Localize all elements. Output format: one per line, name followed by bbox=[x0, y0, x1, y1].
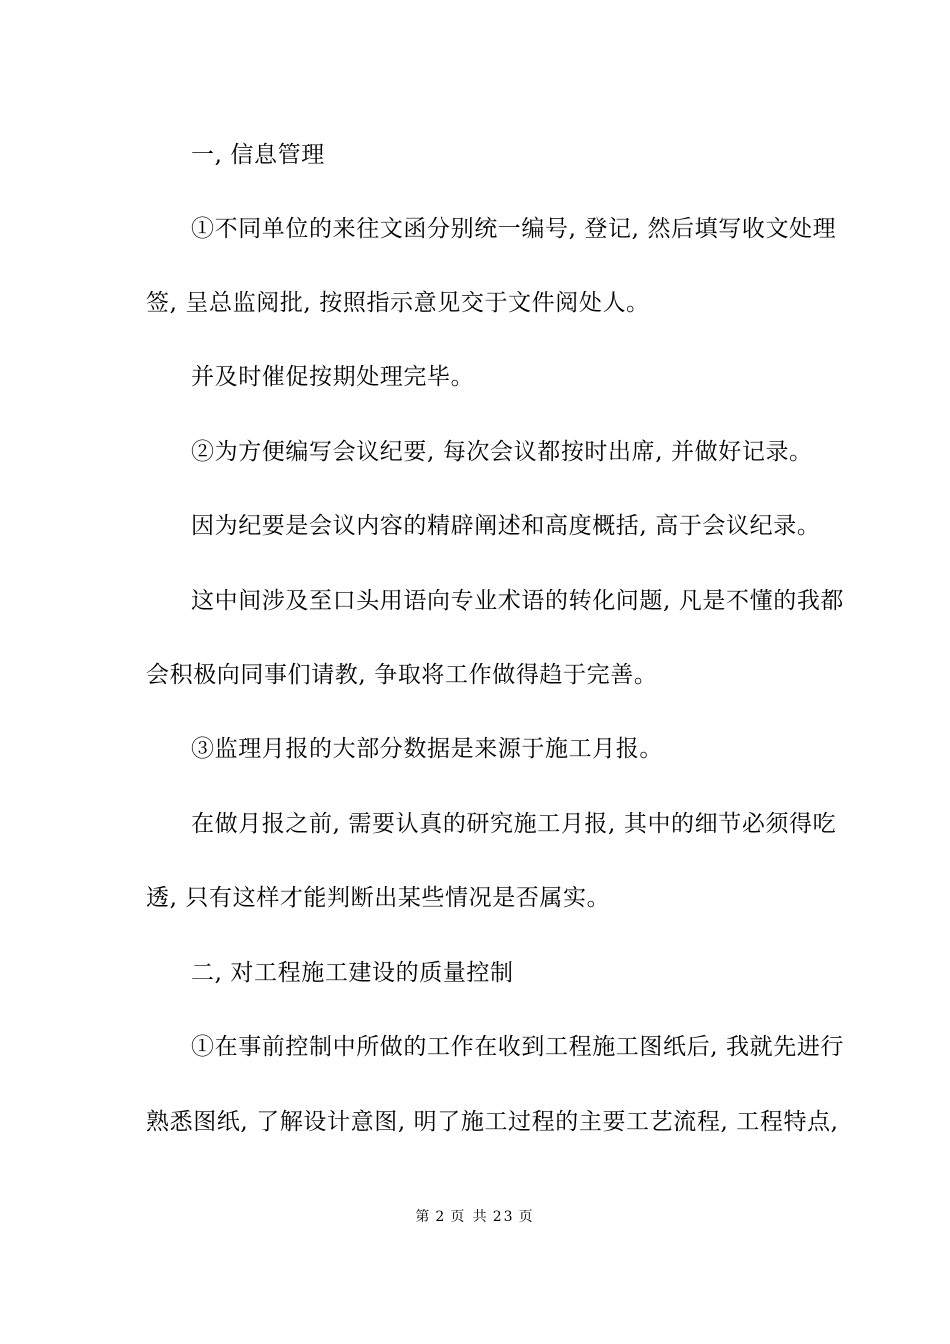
paragraph-line: 并及时催促按期处理完毕。 bbox=[191, 364, 475, 390]
paragraph-line: ①在事前控制中所做的工作在收到工程施工图纸后, 我就先进行 bbox=[191, 1034, 845, 1060]
paragraph-line: 会积极向同事们请教, 争取将工作做得趋于完善。 bbox=[146, 662, 658, 688]
paragraph-line: ①不同单位的来往文函分别统一编号, 登记, 然后填写收文处理 bbox=[191, 216, 837, 242]
section-heading-quality-control: 二, 对工程施工建设的质量控制 bbox=[191, 960, 514, 986]
page-footer bbox=[0, 1207, 950, 1227]
paragraph-line: 熟悉图纸, 了解设计意图, 明了施工过程的主要工艺流程, 工程特点, bbox=[146, 1109, 839, 1135]
paragraph-line: 透, 只有这样才能判断出某些情况是否属实。 bbox=[146, 885, 611, 911]
paragraph-line: 签, 呈总监阅批, 按照指示意见交于文件阅处人。 bbox=[146, 290, 650, 316]
paragraph-line: ③监理月报的大部分数据是来源于施工月报。 bbox=[191, 736, 663, 762]
paragraph-line: 这中间涉及至口头用语向专业术语的转化问题, 凡是不懂的我都 bbox=[191, 588, 845, 614]
footer-middle: 页 共 bbox=[450, 1209, 489, 1225]
footer-total-pages: 23 bbox=[492, 1209, 515, 1225]
paragraph-line: 在做月报之前, 需要认真的研究施工月报, 其中的细节必须得吃 bbox=[191, 811, 837, 837]
paragraph-line: 因为纪要是会议内容的精辟阐述和高度概括, 高于会议纪录。 bbox=[191, 513, 821, 539]
footer-prefix: 第 bbox=[415, 1209, 432, 1225]
footer-suffix: 页 bbox=[518, 1209, 535, 1225]
section-heading-info-management: 一, 信息管理 bbox=[191, 142, 325, 168]
footer-current-page: 2 bbox=[435, 1209, 447, 1225]
paragraph-line: ②为方便编写会议纪要, 每次会议都按时出席, 并做好记录。 bbox=[191, 439, 813, 465]
